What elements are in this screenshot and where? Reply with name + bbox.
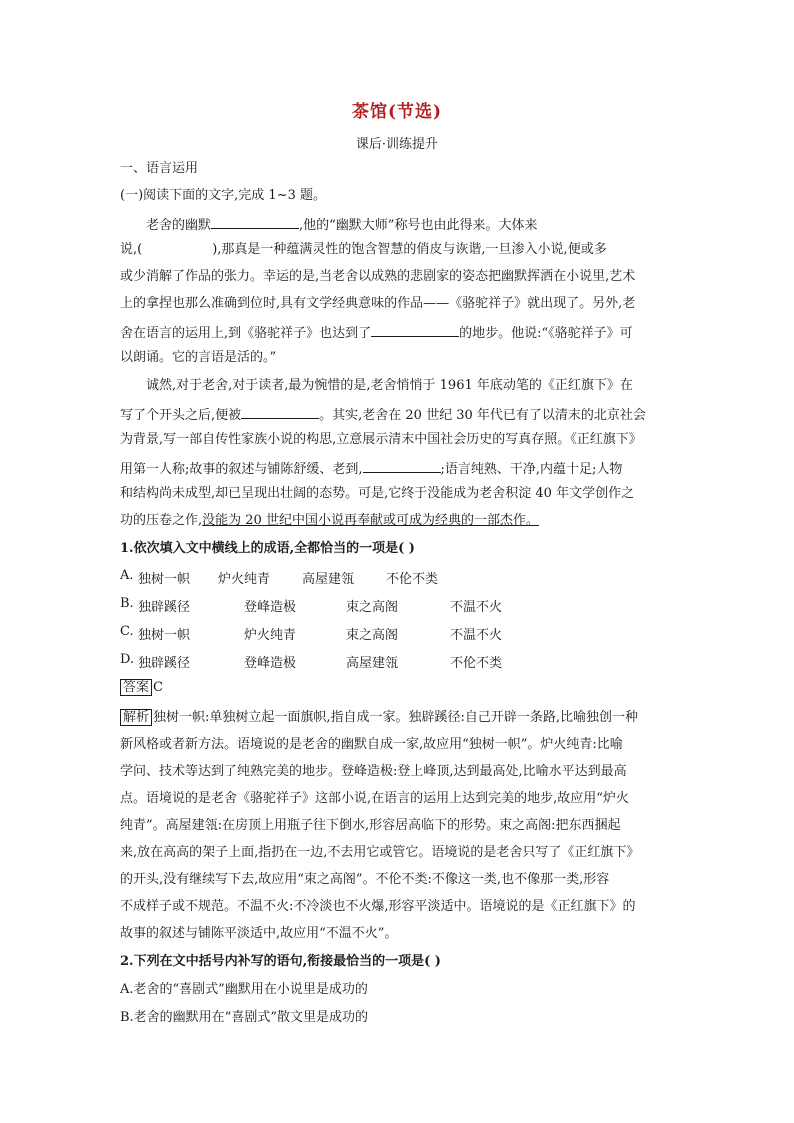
analysis-line: 学问、技术等达到了纯熟完美的地步。登峰造极:登上峰顶,达到最高处,比喻水平达到最高 [120,764,627,779]
answer-blank [363,458,441,473]
underlined-sentence: 没能为 20 世纪中国小说再奉献或可成为经典的一部杰作。 [202,513,539,528]
group-instruction: (一)阅读下面的文字,完成 1~3 题。 [120,188,326,203]
passage-line: 用第一人称;故事的叙述与铺陈舒缓、老到, ;语言纯熟、干净,内蕴十足;人物 [120,458,622,479]
passage-line: 以朗诵。它的言语是活的。” [120,350,277,365]
document-page: 茶馆(节选) 课后·训练提升 一、语言运用 (一)阅读下面的文字,完成 1~3 题。 老舍的幽默 ,他的“幽默大师”称号也由此得来。大体来 说,( ),那真是一种蕴满灵性的饱含智慧的俏皮与诙谐,一旦渗入小说,便或多 或少消解了作品的张力。幸运的是,当老舍以成熟的悲剧家的姿态把幽默挥洒在小说里,艺术 上的拿捏也那么准确到位时,具有文学经典意味的作品——《骆驼祥子》就出现了。另外,老 舍在语言的运用上,到《骆驼祥子》也达到了 的地步。他说:“《骆驼祥子》可 以朗诵。它的言语是活的。” 诚然,对于老舍,对于读者,最为惋惜的是,老舍悄悄于 1961 年底动笔的《正红旗下》在 写了个开头之后,便被 。其实,老舍在 20 世纪 30 年代已有了以清末的北京社会 为背景,写一部自传性家族小说的构思,立意展示清末中国社会历史的写真存照。《正红旗下》 用第一人称;故事的叙述与铺陈舒缓、老到, ;语言纯熟、干净,内蕴十足;人物 和结构尚未成型,却已呈现出壮阔的态势。可是,它终于没能成为老舍积淀 40 年文学创作之 功的压卷之作,没能为 20 世纪中国小说再奉献或可成为经典的一部杰作。 1.依次填入文中横线上的成语,全都恰当的一项是( ) A. 独树一帜 炉火纯青 高屋建瓴 不伦不类 B. 独辟蹊径 登峰造极 束之高阁 不温不火 C. 独树一帜 炉火纯青 束之高阁 不温不火 D. 独辟蹊径 登峰造极 高屋建瓴 不伦不类 答案 C 解析 独树一帜:单独树立起一面旗帜,指自成一家。独辟蹊径:自己开辟一条路,比喻独创一种 新风格或者新方法。语境说的是老舍的幽默自成一家,故应用“独树一帜”。炉火纯青:比喻 学问、技术等达到了纯熟完美的地步。登峰造极:登上峰顶,达到最高处,比喻水平达到最高 点。语境说的是老舍《骆驼祥子》这部小说,在语言的运用上达到完美的地步,故应用“炉火 纯青”。高屋建瓴:在房顶上用瓶子往下倒水,形容居高临下的形势。束之高阁:把东西捆起 来,放在高高的架子上面,指扔在一边,不去用它或管它。语境说的是老舍只写了《正红旗下》 的开头,没有继续写下去,故应用“束之高阁”。不伦不类:不像这一类,也不像那一类,形容 不成样子或不规范。不温不火:不冷淡也不火爆,形容平淡适中。语境说的是《正红旗下》的 故事的叙述与铺陈平淡适中,故应用“不温不火”。 2.下列在文中括号内补写的语句,衔接最恰当的一项是( ) A.老舍的“喜剧式”幽默用在小说里是成功的 B.老舍的幽默用在“喜剧式”散文里是成功的 [0,0,794,1123]
analysis-line: 故事的叙述与铺陈平淡适中,故应用“不温不火”。 [120,926,398,941]
question-2-option-a: A.老舍的“喜剧式”幽默用在小说里是成功的 [120,982,368,997]
page-subtitle: 课后·训练提升 [355,137,439,152]
analysis-line: 不成样子或不规范。不温不火:不冷淡也不火爆,形容平淡适中。语境说的是《正红旗下》的 [120,899,636,914]
passage-line: 功的压卷之作,没能为 20 世纪中国小说再奉献或可成为经典的一部杰作。 [120,513,539,528]
analysis-line: 点。语境说的是老舍《骆驼祥子》这部小说,在语言的运用上达到完美的地步,故应用“炉火 [120,791,629,806]
passage-line: 老舍的幽默 ,他的“幽默大师”称号也由此得来。大体来 [146,214,537,235]
passage-line: 写了个开头之后,便被 。其实,老舍在 20 世纪 30 年代已有了以清末的北京社会 [120,404,646,425]
analysis-line: 新风格或者新方法。语境说的是老舍的幽默自成一家,故应用“独树一帜”。炉火纯青:比喻 [120,737,623,752]
passage-line: 诚然,对于老舍,对于读者,最为惋惜的是,老舍悄悄于 1961 年底动笔的《正红旗下》在 [146,378,633,393]
answer-tag: 答案 [120,679,152,696]
passage-line: 舍在语言的运用上,到《骆驼祥子》也达到了 的地步。他说:“《骆驼祥子》可 [120,322,633,343]
passage-line: 为背景,写一部自传性家族小说的构思,立意展示清末中国社会历史的写真存照。《正红旗下》 [120,432,642,447]
passage-line: 上的拿捏也那么准确到位时,具有文学经典意味的作品——《骆驼祥子》就出现了。另外,老 [120,296,636,311]
question-2-option-b: B.老舍的幽默用在“喜剧式”散文里是成功的 [120,1010,368,1025]
analysis-line: 纯青”。高屋建瓴:在房顶上用瓶子往下倒水,形容居高临下的形势。束之高阁:把东西捆起 [120,818,621,833]
passage-line: 说,( ),那真是一种蕴满灵性的饱含智慧的俏皮与诙谐,一旦渗入小说,便或多 [120,242,607,257]
analysis-tag: 解析 [120,709,152,726]
analysis-line: 来,放在高高的架子上面,指扔在一边,不去用它或管它。语境说的是老舍只写了《正红旗下》 [120,845,640,860]
question-2-stem: 2.下列在文中括号内补写的语句,衔接最恰当的一项是( ) [120,954,441,969]
section-heading: 一、语言运用 [120,161,199,176]
passage-line: 或少消解了作品的张力。幸运的是,当老舍以成熟的悲剧家的姿态把幽默挥洒在小说里,艺术 [120,269,636,284]
answer-blank [241,404,319,419]
answer-blank [371,322,459,337]
passage-line: 和结构尚未成型,却已呈现出壮阔的态势。可是,它终于没能成为老舍积淀 40 年文学创作之 [120,486,635,501]
answer-line [120,679,163,697]
analysis-line: 独树一帜:单独树立起一面旗帜,指自成一家。独辟蹊径:自己开辟一条路,比喻独创一种 [153,710,639,725]
analysis-line: 的开头,没有继续写下去,故应用“束之高阁”。不伦不类:不像这一类,也不像那一类,形容 [120,872,610,887]
question-1-stem: 1.依次填入文中横线上的成语,全都恰当的一项是( ) [120,541,415,556]
page-title: 茶馆(节选) [351,102,443,122]
answer-blank [211,214,299,229]
answer-value: C [153,680,163,695]
